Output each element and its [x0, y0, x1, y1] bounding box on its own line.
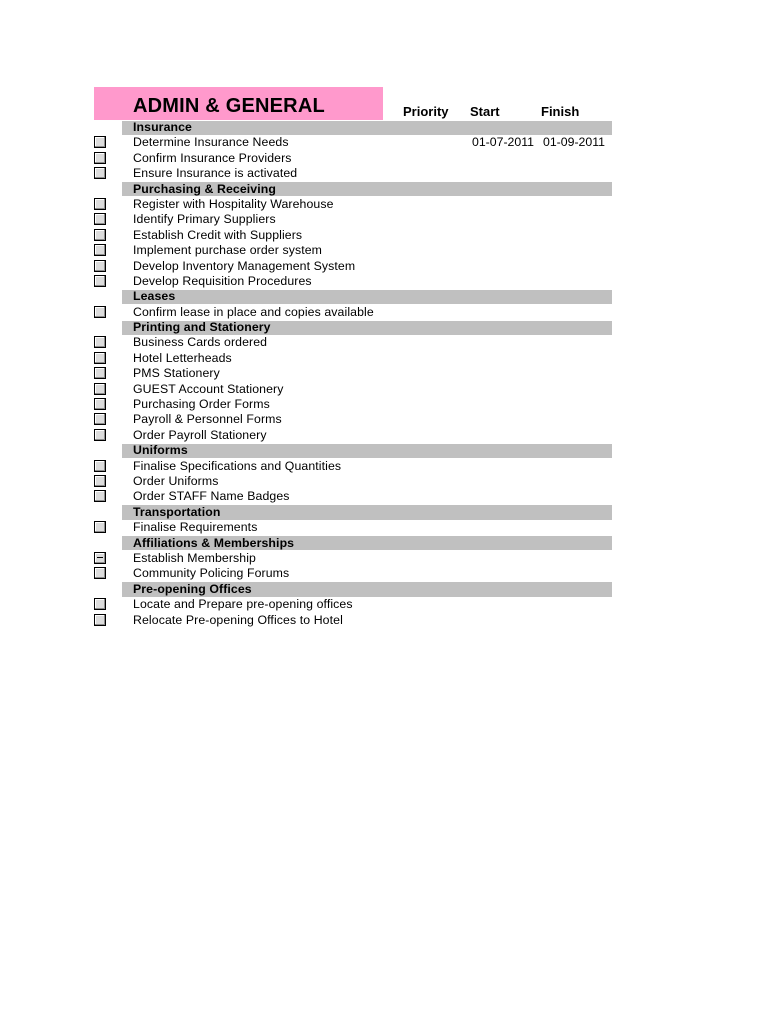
priority-column-header: Priority: [403, 104, 449, 119]
task-label: Establish Credit with Suppliers: [133, 227, 303, 242]
section-band: [122, 444, 612, 458]
task-row: [94, 489, 612, 504]
task-checkbox[interactable]: [94, 198, 106, 210]
finish-column-header: Finish: [541, 104, 580, 119]
task-checkbox[interactable]: [94, 614, 106, 626]
section-title: Pre-opening Offices: [133, 581, 252, 596]
section-band: [122, 121, 612, 135]
task-label: Implement purchase order system: [133, 243, 322, 258]
task-label: Register with Hospitality Warehouse: [133, 196, 334, 211]
task-label: Relocate Pre-opening Offices to Hotel: [133, 612, 343, 627]
section-header: [94, 289, 612, 304]
task-label: Business Cards ordered: [133, 335, 268, 350]
task-label: GUEST Account Stationery: [133, 381, 284, 396]
task-checkbox[interactable]: [94, 367, 106, 379]
task-row: [94, 259, 612, 274]
task-row: [94, 566, 612, 581]
task-checkbox[interactable]: [94, 429, 106, 441]
task-row: [94, 459, 612, 474]
section-header: [94, 536, 612, 551]
task-checkbox[interactable]: [94, 552, 106, 564]
task-checkbox[interactable]: [94, 244, 106, 256]
task-label: Order STAFF Name Badges: [133, 489, 290, 504]
task-label: Purchasing Order Forms: [133, 397, 270, 412]
task-label: Order Payroll Stationery: [133, 427, 267, 442]
task-label: Community Policing Forums: [133, 566, 290, 581]
task-label: Confirm Insurance Providers: [133, 150, 292, 165]
section-header: [94, 443, 612, 458]
task-start-date: 01-07-2011: [472, 135, 534, 150]
section-header: [94, 120, 612, 135]
start-column-header: Start: [470, 104, 500, 119]
task-row: [94, 228, 612, 243]
task-checkbox[interactable]: [94, 475, 106, 487]
task-checkbox[interactable]: [94, 598, 106, 610]
task-checkbox[interactable]: [94, 213, 106, 225]
task-label: PMS Stationery: [133, 366, 220, 381]
task-row: [94, 166, 612, 181]
task-checkbox[interactable]: [94, 152, 106, 164]
section-header: [94, 505, 612, 520]
task-row: [94, 613, 612, 628]
task-row: [94, 366, 612, 381]
task-row: [94, 474, 612, 489]
section-title: Purchasing & Receiving: [133, 181, 276, 196]
task-checkbox[interactable]: [94, 413, 106, 425]
task-label: Order Uniforms: [133, 473, 219, 488]
task-row: [94, 597, 612, 612]
task-checkbox[interactable]: [94, 383, 106, 395]
task-label: Payroll & Personnel Forms: [133, 412, 282, 427]
task-finish-date: 01-09-2011: [543, 135, 605, 150]
section-title: Uniforms: [133, 443, 188, 458]
checklist: [94, 120, 612, 628]
section-title: Transportation: [133, 504, 221, 519]
task-label: Develop Requisition Procedures: [133, 273, 312, 288]
page-title: ADMIN & GENERAL: [133, 95, 325, 117]
task-label: Confirm lease in place and copies available: [133, 304, 374, 319]
section-header: [94, 182, 612, 197]
task-checkbox[interactable]: [94, 352, 106, 364]
task-row: [94, 351, 612, 366]
task-checkbox[interactable]: [94, 275, 106, 287]
task-checkbox[interactable]: [94, 398, 106, 410]
section-header: [94, 582, 612, 597]
task-checkbox[interactable]: [94, 567, 106, 579]
task-row: [94, 412, 612, 427]
task-checkbox[interactable]: [94, 460, 106, 472]
task-label: Finalise Requirements: [133, 520, 258, 535]
task-row: [94, 428, 612, 443]
task-row: [94, 243, 612, 258]
task-checkbox[interactable]: [94, 521, 106, 533]
task-checkbox[interactable]: [94, 336, 106, 348]
task-label: Locate and Prepare pre-opening offices: [133, 597, 353, 612]
task-label: Develop Inventory Management System: [133, 258, 356, 273]
task-label: Determine Insurance Needs: [133, 135, 289, 150]
task-row: [94, 335, 612, 350]
task-label: Establish Membership: [133, 550, 256, 565]
task-row: [94, 135, 612, 150]
task-checkbox[interactable]: [94, 490, 106, 502]
task-label: Finalise Specifications and Quantities: [133, 458, 342, 473]
task-row: [94, 151, 612, 166]
task-checkbox[interactable]: [94, 260, 106, 272]
task-label: Hotel Letterheads: [133, 350, 232, 365]
section-band: [122, 290, 612, 304]
task-row: [94, 274, 612, 289]
task-checkbox[interactable]: [94, 136, 106, 148]
task-checkbox[interactable]: [94, 306, 106, 318]
task-row: [94, 197, 612, 212]
section-title: Leases: [133, 289, 176, 304]
task-row: [94, 520, 612, 535]
task-row: [94, 397, 612, 412]
task-row: [94, 212, 612, 227]
section-title: Affiliations & Memberships: [133, 535, 295, 550]
task-label: Ensure Insurance is activated: [133, 166, 298, 181]
task-row: [94, 551, 612, 566]
section-title: Printing and Stationery: [133, 320, 271, 335]
task-row: [94, 305, 612, 320]
section-header: [94, 320, 612, 335]
task-checkbox[interactable]: [94, 167, 106, 179]
task-label: Identify Primary Suppliers: [133, 212, 276, 227]
task-checkbox[interactable]: [94, 229, 106, 241]
section-title: Insurance: [133, 120, 192, 134]
task-row: [94, 382, 612, 397]
